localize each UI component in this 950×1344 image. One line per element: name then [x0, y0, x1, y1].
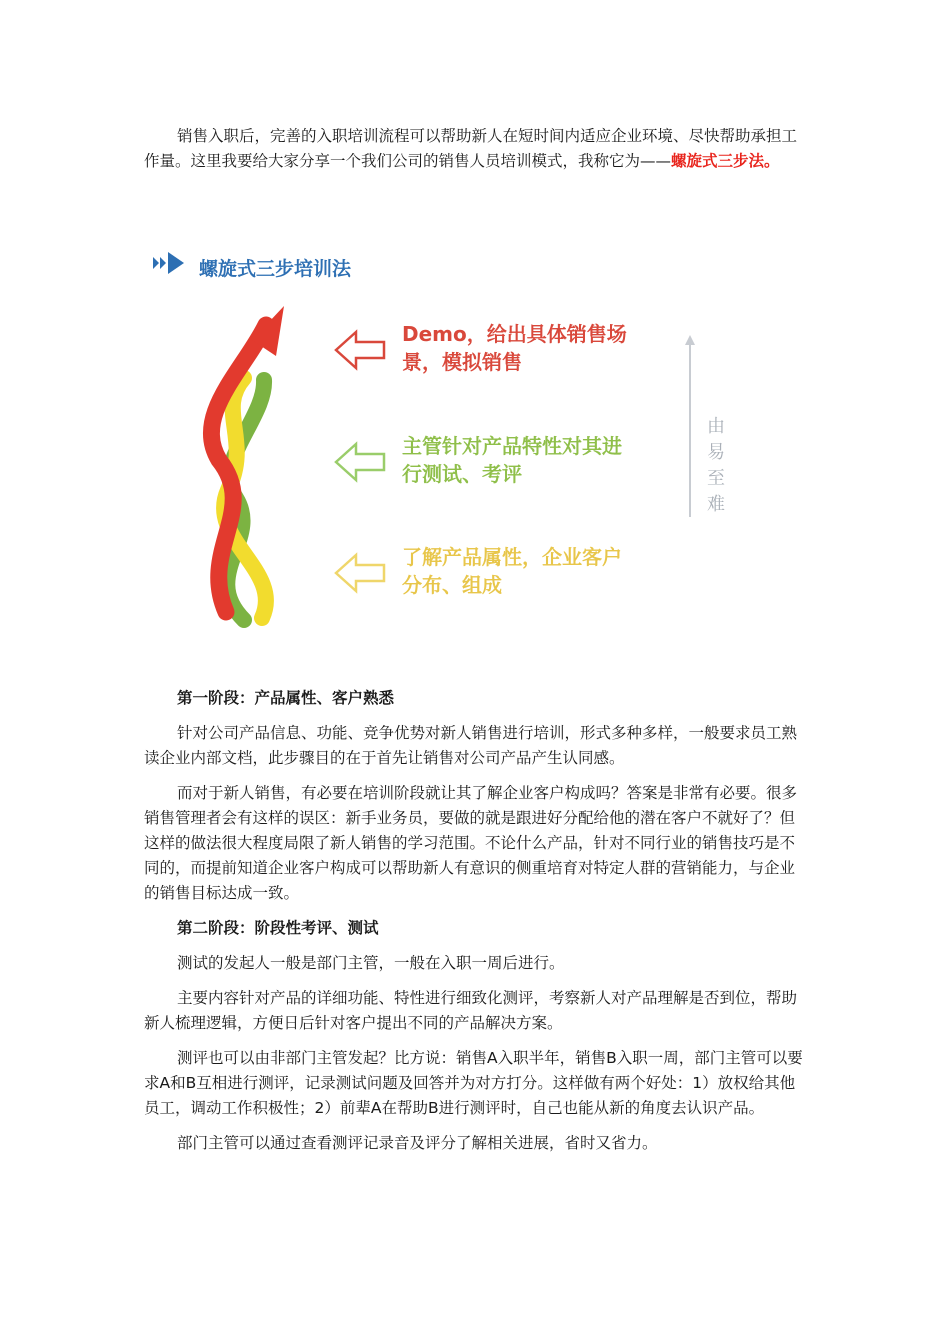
section-1-paragraph-1: 针对公司产品信息、功能、竞争优势对新人销售进行培训，形式多种多样，一般要求员工熟读企业内部文档，此步骤目的在于首先让销售对公司产品产生认同感。 [144, 724, 798, 767]
figure-title: 螺旋式三步培训法 [199, 258, 352, 280]
fast-forward-icon [153, 252, 184, 274]
section-2-paragraph-4: 部门主管可以通过查看测评记录音及评分了解相关进展，省时又省力。 [177, 1134, 658, 1152]
section-1-heading: 第一阶段：产品属性、客户熟悉 [177, 689, 395, 707]
article-body [144, 686, 806, 1156]
step-3-label: Demo，给出具体销售场景，模拟销售 [402, 322, 627, 374]
section-2-paragraph-1: 测试的发起人一般是部门主管，一般在入职一周后进行。 [177, 954, 565, 972]
step-1-label: 了解产品属性，企业客户分布、组成 [402, 545, 622, 597]
article-intro [144, 124, 806, 174]
step-2-label: 主管针对产品特性对其进行测试、考评 [402, 434, 622, 486]
intro-highlight: 螺旋式三步法。 [671, 152, 780, 170]
section-2-heading: 第二阶段：阶段性考评、测试 [177, 919, 379, 937]
section-2-paragraph-3: 测评也可以由非部门主管发起？比方说：销售A入职半年，销售B入职一周，部门主管可以要求A和B互相进行测评，记录测试问题及回答并为对方打分。这样做有两个好处：1）放权给其他员工，调动工作积极性；2）前辈A在帮助B进行测评时，自己也能从新的角度去认识产品。 [144, 1049, 803, 1117]
section-1-paragraph-2: 而对于新人销售，有必要在培训阶段就让其了解企业客户构成吗？答案是非常有必要。很多销售管理者会有这样的误区：新手业务员，要做的就是跟进好分配给他的潜在客户不就好了？但这样的做法很大程度局限了新人销售的学习范围。不论什么产品，针对不同行业的销售技巧是不同的，而提前知道企业客户构成可以帮助新人有意识的侧重培育对特定人群的营销能力，与企业的销售目标达成一致。 [144, 784, 798, 902]
spiral-arrows-graphic [211, 306, 284, 620]
intro-paragraph [144, 124, 806, 174]
spiral-training-figure [144, 240, 634, 640]
axis-arrow-line [680, 335, 700, 520]
step-arrow-icons [336, 332, 384, 591]
section-2-paragraph-2: 主要内容针对产品的详细功能、特性进行细致化测评，考察新人对产品理解是否到位，帮助新人梳理逻辑，方便日后针对客户提出不同的产品解决方案。 [144, 989, 798, 1032]
intro-text: 销售入职后，完善的入职培训流程可以帮助新人在短时间内适应企业环境、尽快帮助承担工作量。这里我要给大家分享一个我们公司的销售人员培训模式，我称它为—— [144, 127, 798, 170]
difficulty-axis-label: 由易至难 [707, 416, 725, 515]
